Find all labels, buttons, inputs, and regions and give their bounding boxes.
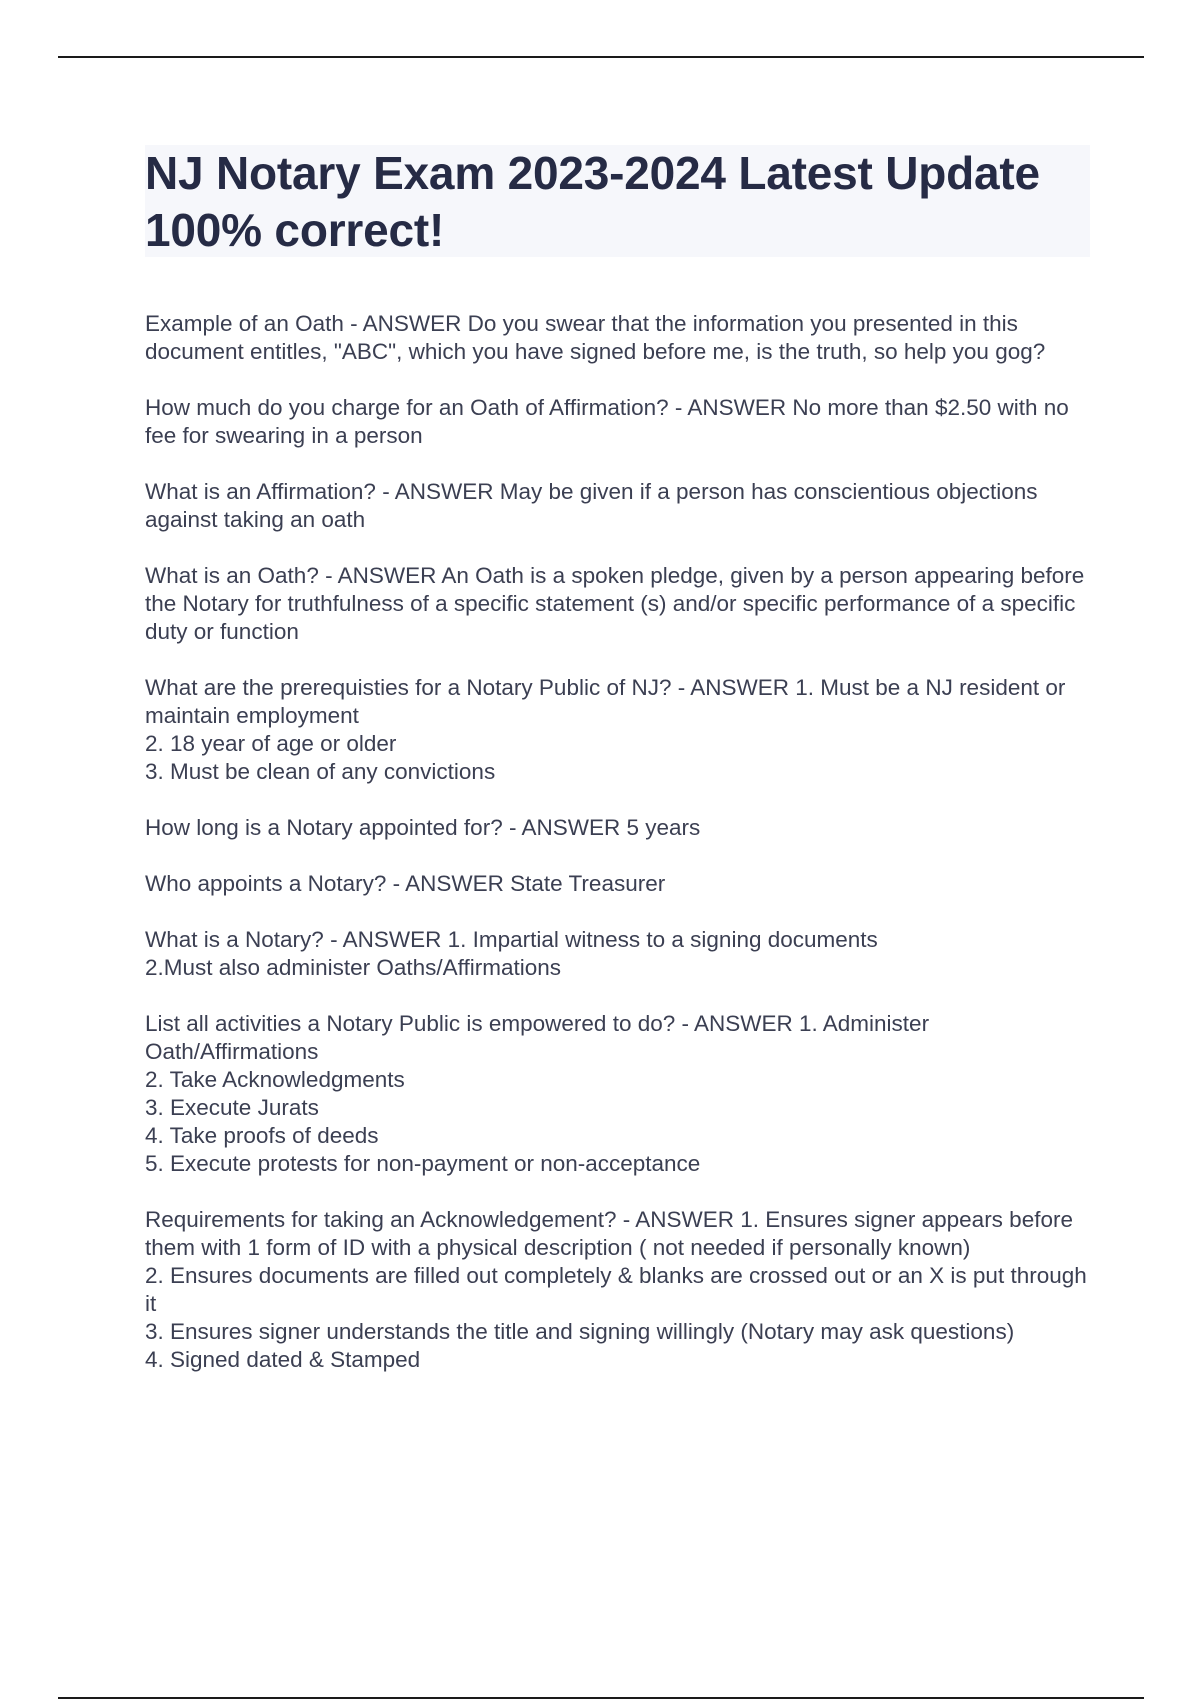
top-rule [58,56,1144,58]
qa-item: What is a Notary? - ANSWER 1. Impartial witness to a signing documents 2.Must also administer Oaths/Affirmations [145,927,878,980]
qa-item: What are the prerequisties for a Notary Public of NJ? - ANSWER 1. Must be a NJ resident or maintain employment 2. 18 year of age or older 3. Must be clean of any convictions [145,675,1066,784]
qa-item: What is an Oath? - ANSWER An Oath is a spoken pledge, given by a person appearing before the Notary for truthfulness of a specific statement (s) and/or specific performance of a specific duty or function [145,563,1085,644]
qa-item: How much do you charge for an Oath of Affirmation? - ANSWER No more than $2.50 with no fee for swearing in a person [145,395,1069,448]
qa-item: What is an Affirmation? - ANSWER May be given if a person has conscientious objections against taking an oath [145,479,1038,532]
qa-item: Who appoints a Notary? - ANSWER State Treasurer [145,871,666,896]
title-block [145,145,1090,257]
qa-item: Example of an Oath - ANSWER Do you swear that the information you presented in this document entitles, "ABC", which you have signed before me, is the truth, so help you gog? [145,311,1046,364]
qa-list [145,310,1090,1374]
document-body [145,145,1090,1402]
qa-item: List all activities a Notary Public is empowered to do? - ANSWER 1. Administer Oath/Affirmations 2. Take Acknowledgments 3. Execute Jurats 4. Take proofs of deeds 5. Execute protests for non-payment or non-acceptance [145,1011,930,1176]
document-title: NJ Notary Exam 2023-2024 Latest Update 100% correct! [145,147,1040,256]
bottom-rule [58,1697,1144,1699]
qa-item: Requirements for taking an Acknowledgement? - ANSWER 1. Ensures signer appears before them with 1 form of ID with a physical description ( not needed if personally known) 2. Ensures documents are filled out completely & blanks are crossed out or an X is put through it 3. Ensures signer understands the title and signing willingly (Notary may ask questions) 4. Signed dated & Stamped [145,1207,1087,1372]
qa-item: How long is a Notary appointed for? - ANSWER 5 years [145,815,701,840]
